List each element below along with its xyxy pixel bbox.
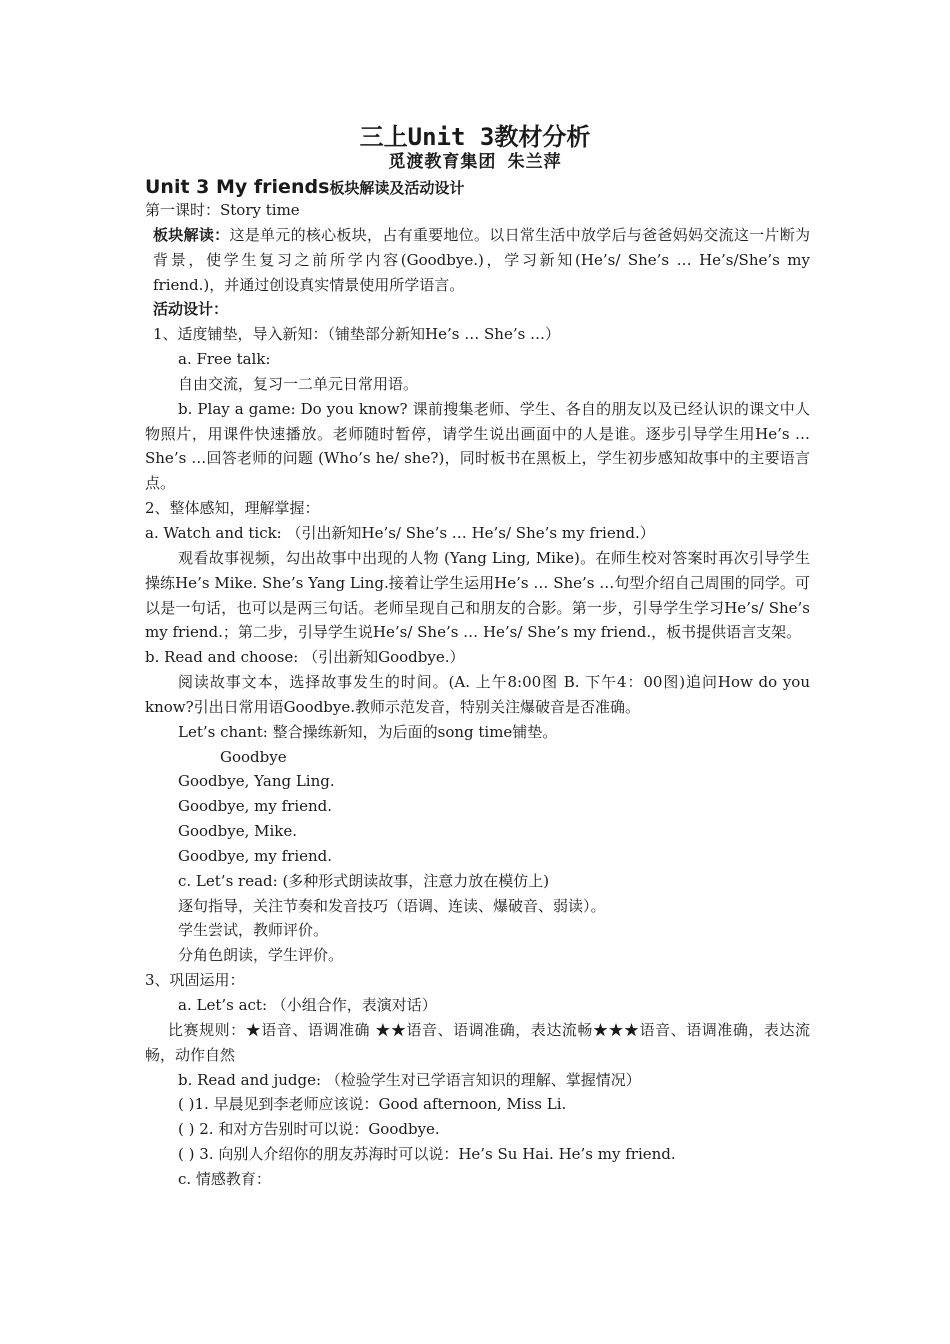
lets-read-desc: 学生尝试，教师评价。 [178,921,329,940]
contest-rules-paragraph: 比赛规则：★语音、语调准确 ★★语音、语调准确，表达流畅★★★语音、语调准确，表达流畅，动作自然 [145,1020,810,1064]
chant-verse: Goodbye, my friend. [178,846,333,865]
step-3-heading: 3、巩固运用： [145,971,245,990]
step-2-heading: 2、整体感知，理解掌握： [145,499,320,518]
watch-tick-line: a. Watch and tick: （引出新知He’s/ She’s … He’s/ She’s my friend.） [145,523,655,542]
lesson-line: 第一课时：Story time [145,201,300,219]
judge-item: ( )1. 早晨见到李老师应该说：Good afternoon, Miss Li. [178,1095,567,1114]
read-choose-line: b. Read and choose: （引出新知Goodbye.） [145,648,465,667]
document-title: 三上Unit 3教材分析 [359,123,591,151]
play-game-paragraph: b. Play a game: Do you know? 课前搜集老师、学生、各自的朋友以及已经认识的课文中人物照片，用课件快速播放。老师随时暂停，请学生说出画面中的人是谁。逐步引导学生用He’s … She’s …回答老师的问题 (Who’s he/ she?)，同时板书在黑板上，学生初步感知故事中的主要语言点。 [145,399,810,493]
chant-verse: Goodbye, my friend. [178,797,333,816]
chant-verse: Goodbye, Yang Ling. [178,772,335,791]
lets-read-line: c. Let’s read: (多种形式朗读故事，注意力放在模仿上) [178,871,550,890]
free-talk-desc: 自由交流，复习一二单元日常用语。 [178,374,419,393]
step-1-heading: 1、适度铺垫，导入新知：（铺垫部分新知He’s … She’s …） [153,325,561,344]
free-talk-line: a. Free talk: [178,350,271,369]
section-heading-en: Unit 3 My friends [145,176,330,198]
judge-item: ( ) 3. 向别人介绍你的朋友苏海时可以说：He’s Su Hai. He’s my friend. [178,1145,676,1164]
chant-title: Goodbye [220,747,287,766]
emotion-education-line: c. 情感教育： [178,1169,271,1188]
document-author: 觅渡教育集团 朱兰萍 [388,152,562,172]
module-interpretation [145,223,810,298]
activity-design-label: 活动设计： [153,300,229,319]
chant-verse: Goodbye, Mike. [178,822,298,841]
chant-line: Let’s chant: 整合操练新知，为后面的song time铺垫。 [178,722,558,741]
section-heading-zh: 板块解读及活动设计 [329,179,465,197]
document-body [145,198,810,1192]
read-judge-line: b. Read and judge: （检验学生对已学语言知识的理解、掌握情况） [178,1070,641,1089]
lets-read-desc: 逐句指导，关注节奏和发音技巧（语调、连读、爆破音、弱读）。 [178,896,606,915]
lets-read-desc: 分角色朗读，学生评价。 [178,946,344,965]
read-choose-paragraph: 阅读故事文本，选择故事发生的时间。(A. 上午8:00图 B. 下午4：00图)追问How do you know?引出日常用语Goodbye.教师示范发音，特别关注爆破音是否准确。 [145,673,810,716]
module-interpretation-text: 这是单元的核心板块，占有重要地位。以日常生活中放学后与爸爸妈妈交流这一片断为背景，使学生复习之前所学内容(Goodbye.)，学习新知(He’s/ She’s … He’s/She’s my friend.)，并通过创设真实情景使用所学语言。 [153,225,810,294]
section-heading [145,174,464,201]
lets-act-line: a. Let’s act: （小组合作，表演对话） [178,996,437,1014]
judge-item: ( ) 2. 和对方告别时可以说：Goodbye. [178,1120,440,1139]
watch-tick-paragraph: 观看故事视频，勾出故事中出现的人物 (Yang Ling, Mike)。在师生校对答案时再次引导学生操练He’s Mike. She’s Yang Ling.接着让学生运用He’s … She’s …句型介绍自己周围的同学。可以是一句话，也可以是两三句话。老师呈现自己和朋友的合影。第一步，引导学生学习He’s/ She’s my friend.；第二步，引导学生说He’s/ She’s … He’s/ She’s my friend.，板书提供语言支架。 [145,548,810,642]
module-interpretation-label: 板块解读： [153,225,230,244]
